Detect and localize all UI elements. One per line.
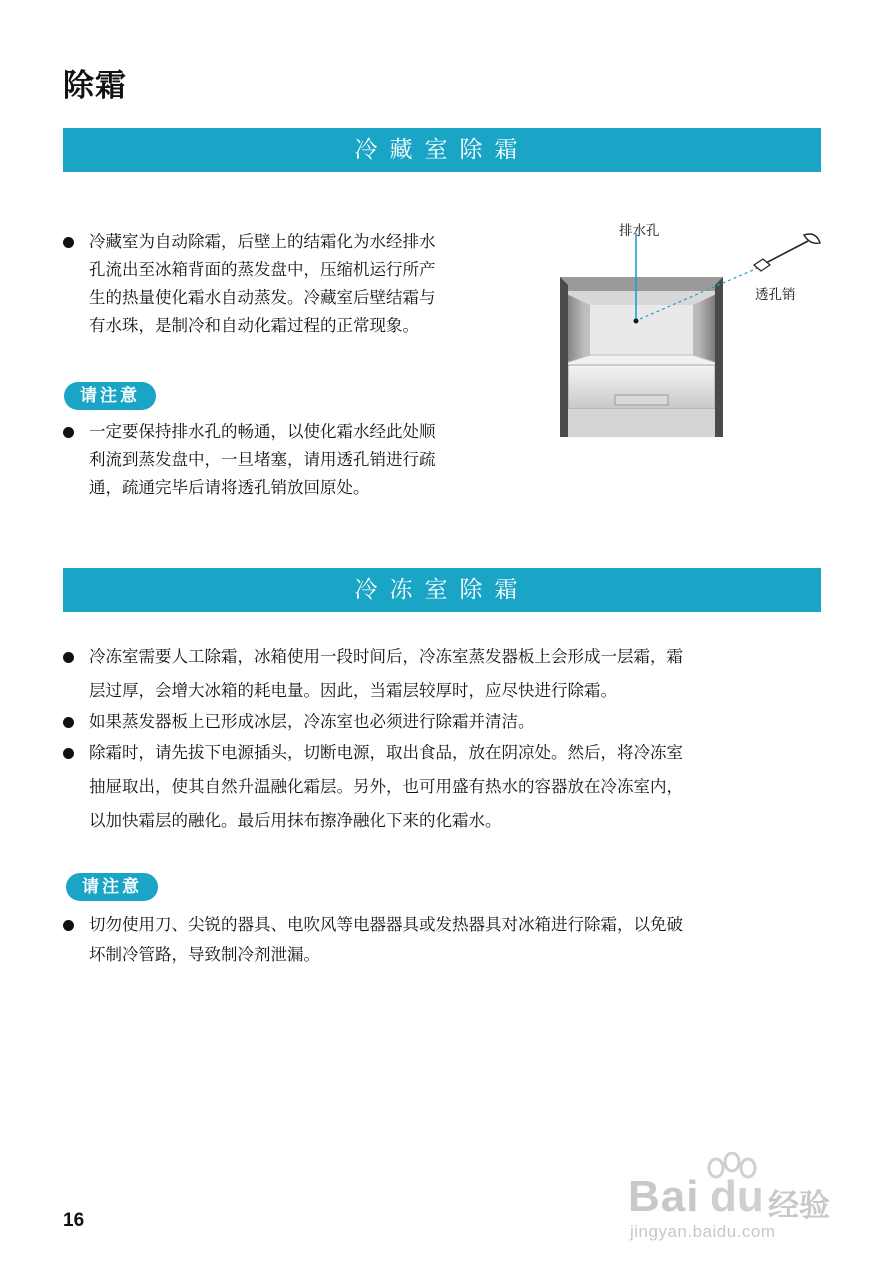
text-line: 孔流出至冰箱背面的蒸发盘中，压缩机运行所产 (89, 260, 436, 279)
text-line: 除霜时，请先拔下电源插头，切断电源，取出食品，放在阴凉处。然后，将冷冻室 (89, 743, 683, 762)
watermark-brand: Bai (628, 1172, 700, 1221)
notice-label-freezer: 请注意 (66, 873, 158, 901)
text-line: 以加快霜层的融化。最后用抹布擦净融化下来的化霜水。 (89, 811, 502, 830)
notice-label-fridge: 请注意 (64, 382, 156, 410)
freezer-bullet-2 (63, 705, 849, 739)
watermark-du: du (710, 1172, 764, 1221)
watermark-brand-tail: 经验 (768, 1188, 830, 1223)
text-line: 有水珠，是制冷和自动化霜过程的正常现象。 (89, 316, 419, 335)
text-line: 一定要保持排水孔的畅通，以使化霜水经此处顺 (89, 422, 436, 441)
drain-hole-label: 排水孔 (619, 223, 660, 239)
freezer-bullet-1 (63, 640, 849, 708)
bullet-dot-icon (63, 920, 74, 931)
baidu-jingyan-watermark (628, 1152, 838, 1247)
text-line: 抽屉取出，使其自然升温融化霜层。另外，也可用盛有热水的容器放在冷冻室内， (89, 777, 683, 796)
text-line: 利流到蒸发盘中，一旦堵塞，请用透孔销进行疏 (89, 450, 436, 469)
bullet-dot-icon (63, 427, 74, 438)
pin-label: 透孔销 (755, 287, 796, 303)
text-line: 层过厚，会增大冰箱的耗电量。因此，当霜层较厚时，应尽快进行除霜。 (89, 681, 617, 700)
freezer-notice-bullet-1 (63, 910, 849, 970)
page-title: 除霜 (63, 68, 127, 104)
bullet-dot-icon (63, 717, 74, 728)
text-line: 切勿使用刀、尖锐的器具、电吹风等电器器具或发热器具对冰箱进行除霜，以免破 (89, 915, 683, 934)
bullet-dot-icon (63, 237, 74, 248)
text-line: 冷冻室需要人工除霜，冰箱使用一段时间后，冷冻室蒸发器板上会形成一层霜，霜 (89, 647, 683, 666)
freezer-bullet-3 (63, 736, 849, 838)
text-line: 冷藏室为自动除霜，后壁上的结霜化为水经排水 (89, 232, 436, 251)
text-line: 通，疏通完毕后请将透孔销放回原处。 (89, 478, 370, 497)
fridge-bullet-1 (63, 228, 559, 340)
text-line: 如果蒸发器板上已形成冰层，冷冻室也必须进行除霜并清洁。 (89, 712, 535, 731)
text-line: 生的热量使化霜水自动蒸发。冷藏室后壁结霜与 (89, 288, 436, 307)
fridge-notice-bullet-1 (63, 418, 559, 502)
page-number: 16 (63, 1210, 85, 1231)
bullet-dot-icon (63, 652, 74, 663)
fridge-defrost-banner: 冷藏室除霜 (63, 128, 821, 172)
fridge-interior-figure (560, 215, 830, 440)
watermark-url: jingyan.baidu.com (630, 1222, 776, 1241)
text-line: 坏制冷管路，导致制冷剂泄漏。 (89, 945, 320, 964)
bullet-dot-icon (63, 748, 74, 759)
fridge-interior-photo (560, 215, 830, 440)
freezer-defrost-banner: 冷冻室除霜 (63, 568, 821, 612)
